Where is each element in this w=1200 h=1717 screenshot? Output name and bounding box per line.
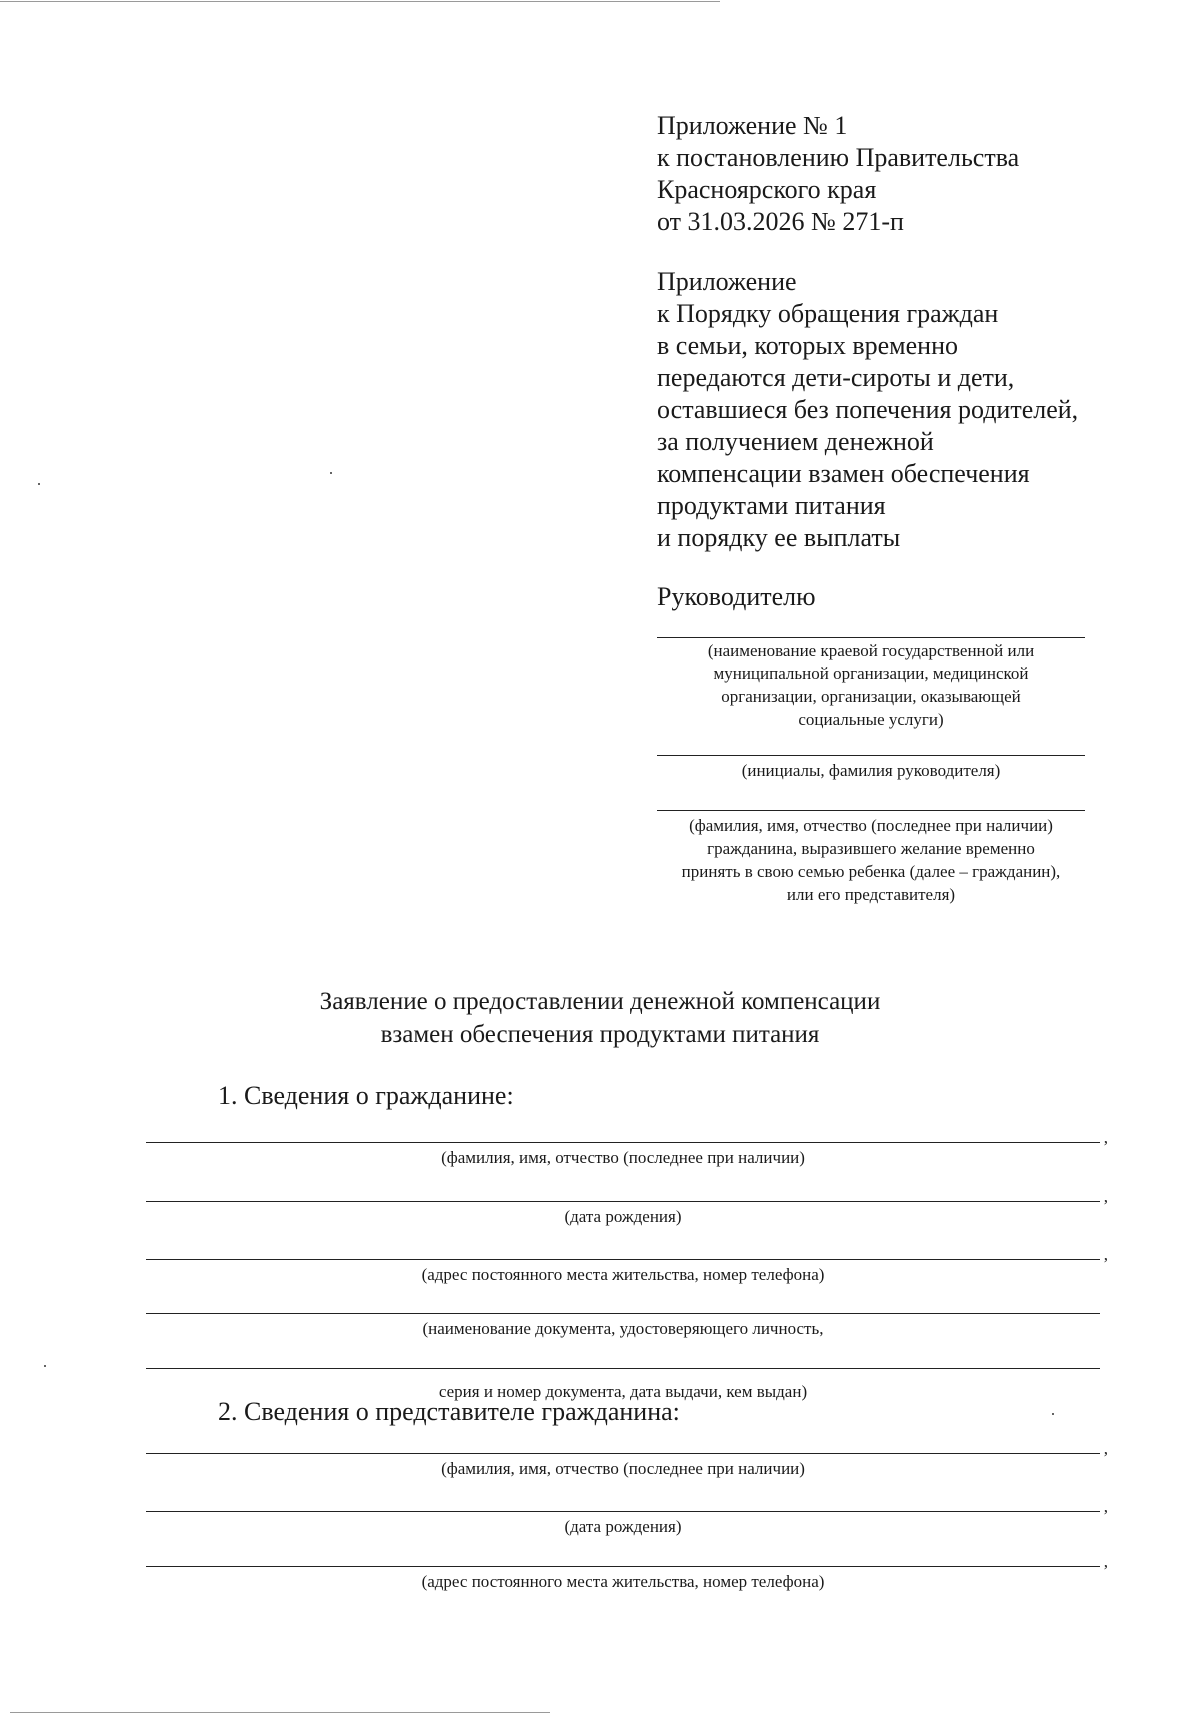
field-suffix: , (1103, 1439, 1108, 1458)
field-hint: (фамилия, имя, отчество (последнее при наличии) (441, 1459, 805, 1478)
citizen-birth-date-line[interactable] (146, 1201, 1100, 1202)
form-field (146, 1313, 1100, 1340)
scan-edge-bottom (10, 1712, 550, 1713)
attachment-2-line: Приложение (657, 267, 797, 296)
representative-full-name-line[interactable] (146, 1453, 1100, 1454)
citizen-id-document-line[interactable] (146, 1313, 1100, 1314)
attachment-2-line: компенсации взамен обеспечения (657, 459, 1030, 488)
representative-address-line[interactable] (146, 1566, 1100, 1567)
document-title-line: взамен обеспечения продуктами питания (380, 1021, 820, 1048)
org-name-hint-line: социальные услуги) (798, 710, 944, 729)
field-hint: (адрес постоянного места жительства, номер телефона) (421, 1265, 825, 1284)
field-hint: (адрес постоянного места жительства, номер телефона) (421, 1572, 825, 1591)
applicant-name-hint-line: гражданина, выразившего желание временно (707, 839, 1035, 858)
field-suffix: , (1103, 1245, 1108, 1264)
form-field (146, 1552, 1108, 1593)
field-suffix: , (1103, 1497, 1108, 1516)
applicant-name-hint-line: принять в свою семью ребенка (далее – гражданин), (681, 862, 1061, 881)
form-field (146, 1128, 1108, 1169)
org-name-hint-line: (наименование краевой государственной или (707, 641, 1035, 660)
attachment-2-block (657, 266, 1137, 554)
attachment-1-line: Приложение № 1 (657, 111, 848, 140)
head-name-hint-text: (инициалы, фамилия руководителя) (741, 761, 1001, 780)
attachment-2-line: и порядку ее выплаты (657, 523, 901, 552)
document-title (0, 985, 1200, 1051)
citizen-id-details-line[interactable] (146, 1368, 1100, 1369)
org-name-hint (657, 639, 1085, 731)
applicant-name-line[interactable] (657, 810, 1085, 811)
applicant-name-hint-line: или его представителя) (786, 885, 956, 904)
attachment-2-line: передаются дети-сироты и дети, (657, 363, 1015, 392)
attachment-1-line: от 31.03.2026 № 271-п (657, 207, 904, 236)
representative-birth-date-line[interactable] (146, 1511, 1100, 1512)
head-name-line[interactable] (657, 755, 1085, 756)
field-hint: (дата рождения) (564, 1207, 682, 1226)
attachment-2-line: в семьи, которых временно (657, 331, 958, 360)
attachment-1-line: Красноярского края (657, 175, 877, 204)
citizen-full-name-line[interactable] (146, 1142, 1100, 1143)
section-2-heading: 2. Сведения о представителе гражданина: (218, 1397, 680, 1426)
scan-speck (1052, 1413, 1054, 1415)
form-field (146, 1439, 1108, 1480)
field-hint: (фамилия, имя, отчество (последнее при наличии) (441, 1148, 805, 1167)
field-suffix: , (1103, 1128, 1108, 1147)
addressee-label: Руководителю (657, 582, 816, 611)
scan-speck (330, 472, 332, 474)
section-1-heading: 1. Сведения о гражданине: (218, 1081, 514, 1110)
field-suffix: , (1103, 1552, 1108, 1571)
scan-speck (38, 483, 40, 485)
scan-speck (44, 1365, 46, 1367)
org-name-hint-line: организации, организации, оказывающей (721, 687, 1021, 706)
form-field (146, 1187, 1108, 1228)
org-name-line[interactable] (657, 637, 1085, 638)
head-name-hint (657, 759, 1085, 782)
field-hint: (дата рождения) (564, 1517, 682, 1536)
org-name-hint-line: муниципальной организации, медицинской (713, 664, 1029, 683)
form-field (146, 1497, 1108, 1538)
applicant-name-hint-line: (фамилия, имя, отчество (последнее при наличии) (689, 816, 1053, 835)
citizen-address-line[interactable] (146, 1259, 1100, 1260)
document-title-line: Заявление о предоставлении денежной компенсации (319, 988, 881, 1015)
applicant-name-hint (657, 814, 1085, 906)
scan-edge-top (0, 1, 720, 2)
attachment-2-line: к Порядку обращения граждан (657, 299, 999, 328)
attachment-2-line: за получением денежной (657, 427, 934, 456)
attachment-2-line: продуктами питания (657, 491, 886, 520)
form-field (146, 1245, 1108, 1286)
attachment-1-line: к постановлению Правительства (657, 143, 1020, 172)
field-hint: (наименование документа, удостоверяющего личность, (422, 1319, 824, 1338)
attachment-1-block (657, 110, 1137, 238)
field-hint: серия и номер документа, дата выдачи, кем выдан) (438, 1382, 808, 1401)
approval-block (657, 110, 1137, 906)
attachment-2-line: оставшиеся без попечения родителей, (657, 395, 1079, 424)
field-suffix: , (1103, 1187, 1108, 1206)
